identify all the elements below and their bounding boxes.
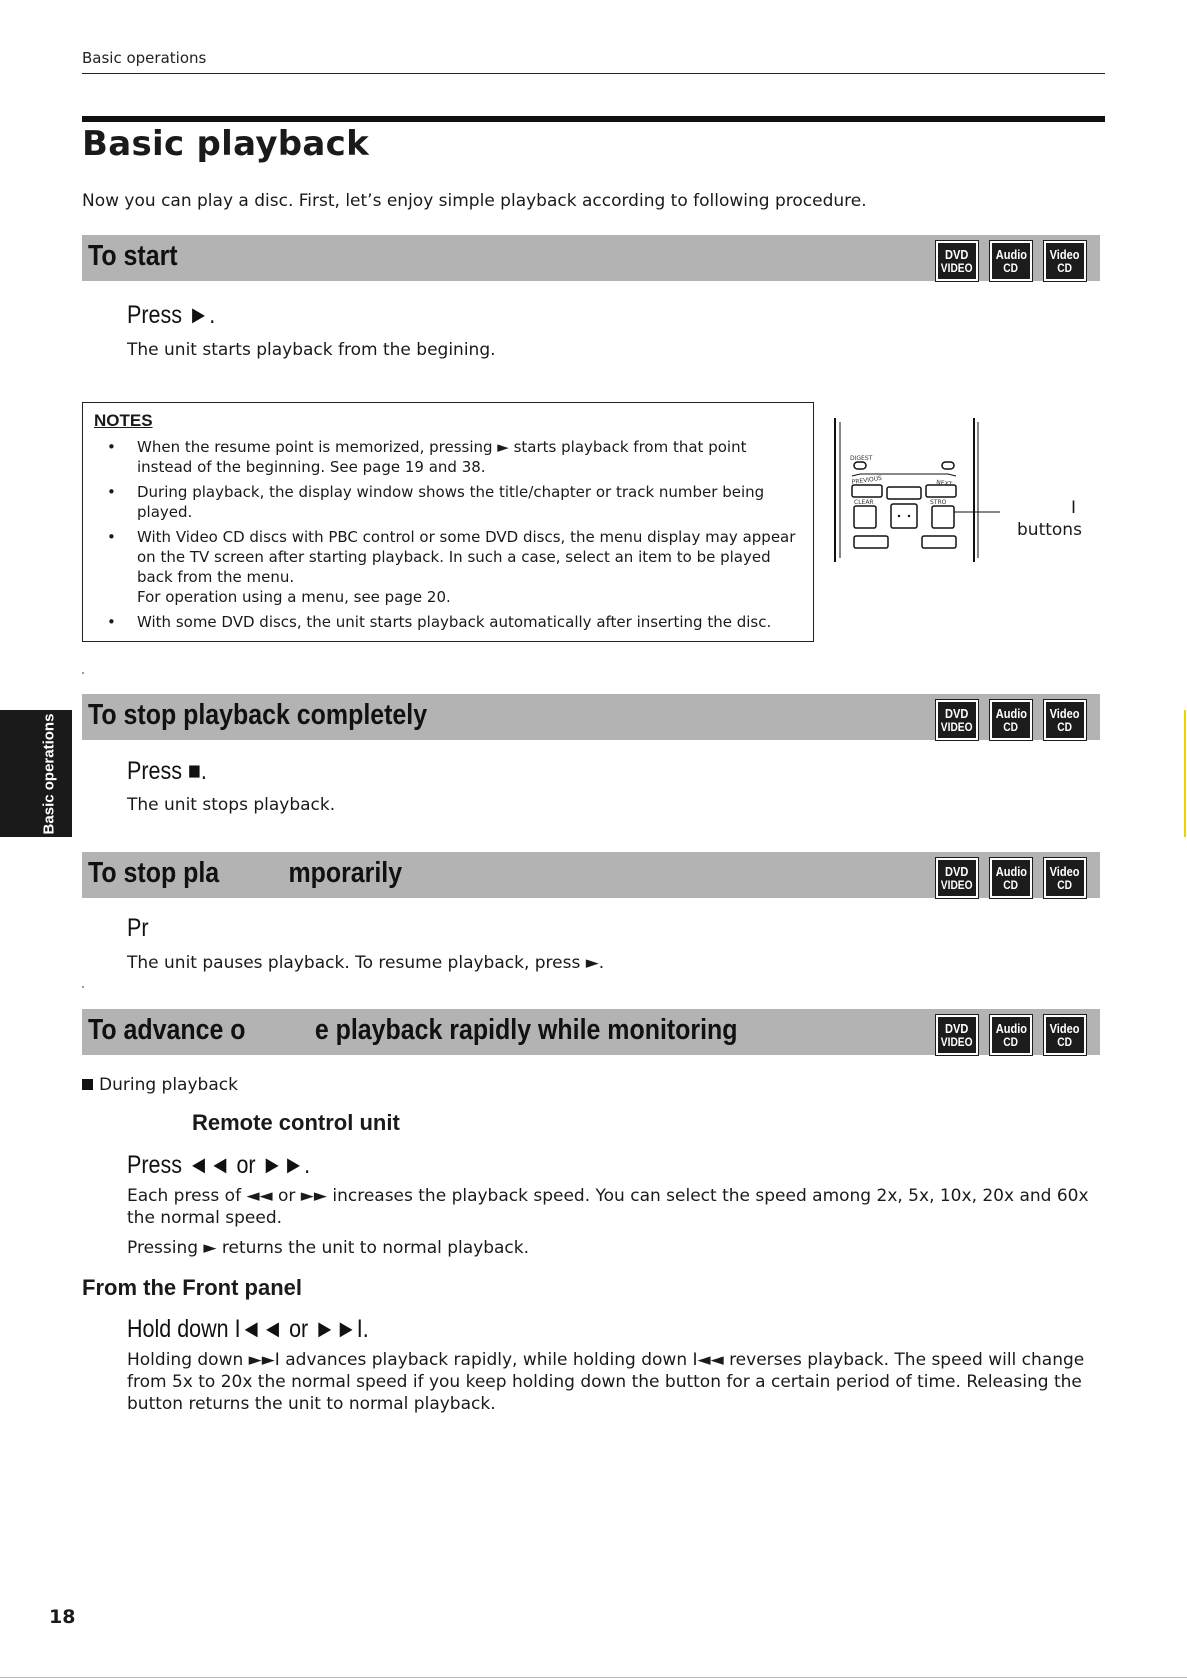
start-command: Press ►.: [127, 301, 216, 329]
section-bar-advance: [82, 1009, 1100, 1055]
dvd-video-badge: DVD VIDEO: [936, 1015, 978, 1055]
section-bar-stop: [82, 694, 1100, 740]
notes-box: [82, 402, 814, 642]
side-tab: [0, 710, 72, 837]
page-number: 18: [49, 1606, 76, 1628]
note-item: • With Video CD discs with PBC control or some DVD discs, the menu display may appear on the TV screen after starting playback. In such a case, select an item to be played back from the menu. For operation using a menu, see page 20.: [83, 527, 813, 607]
remote-command: Press ◄◄ or ►►.: [127, 1151, 311, 1179]
svg-text:STRO: STRO: [930, 499, 947, 506]
pause-description: The unit pauses playback. To resume playback, press ►.: [127, 953, 605, 973]
dvd-video-badge: DVD VIDEO: [936, 241, 978, 281]
remote-description-1: Each press of ◄◄ or ►► increases the playback speed. You can select the speed among 2x, 5x, 10x, 20x and 60x the normal speed.: [127, 1186, 1089, 1228]
svg-text:PREVIOUS: PREVIOUS: [851, 474, 883, 486]
disc-badges: [936, 858, 1086, 898]
audio-cd-badge: Audio CD: [990, 700, 1032, 740]
condition-text: During playback: [99, 1075, 238, 1095]
side-tab-label: Basic operations: [40, 713, 58, 835]
video-cd-badge: Video CD: [1044, 858, 1086, 898]
section-bar-start: [82, 235, 1100, 281]
stop-command: Press ■.: [127, 757, 207, 785]
section-bar-pause: [82, 852, 1100, 898]
svg-text:CLEAR: CLEAR: [854, 499, 874, 506]
svg-text:DIGEST: DIGEST: [850, 455, 873, 462]
audio-cd-badge: Audio CD: [990, 1015, 1032, 1055]
front-command: Hold down I◄◄ or ►►I.: [127, 1315, 369, 1343]
remote-caption-line1: I: [1071, 498, 1077, 518]
dvd-video-badge: DVD VIDEO: [936, 700, 978, 740]
dvd-video-badge: DVD VIDEO: [936, 858, 978, 898]
audio-cd-badge: Audio CD: [990, 858, 1032, 898]
section-title-start: To start: [88, 240, 178, 272]
section-title-advance: To advance o e playback rapidly while monitoring: [88, 1014, 738, 1046]
start-description: The unit starts playback from the begining.: [127, 340, 496, 360]
disc-badges: [936, 700, 1086, 740]
note-item: • During playback, the display window shows the title/chapter or track number being played.: [83, 482, 813, 522]
front-description: Holding down ►►I advances playback rapidly, while holding down I◄◄ reverses playback. The speed will change from 5x to 20x the normal speed if you keep holding down the button for a certain period of time. Releasing the button returns the unit to normal playback.: [127, 1350, 1085, 1414]
notes-title: NOTES: [94, 411, 153, 430]
notes-list: [83, 437, 813, 637]
stray-dot: [82, 672, 84, 674]
video-cd-badge: Video CD: [1044, 1015, 1086, 1055]
front-panel-heading: From the Front panel: [82, 1275, 302, 1300]
intro-text: Now you can play a disc. First, let’s enjoy simple playback according to following procedure.: [82, 191, 867, 211]
condition-line: [82, 1075, 238, 1095]
page-title: Basic playback: [82, 124, 370, 164]
note-item: • When the resume point is memorized, pressing ► starts playback from that point instead of the beginning. See page 19 and 38.: [83, 437, 813, 477]
header-rule: [82, 73, 1105, 74]
video-cd-badge: Video CD: [1044, 700, 1086, 740]
running-head: Basic operations: [82, 49, 207, 67]
remote-description-2: Pressing ► returns the unit to normal playback.: [127, 1238, 530, 1258]
audio-cd-badge: Audio CD: [990, 241, 1032, 281]
disc-badges: [936, 1015, 1086, 1055]
note-item: • With some DVD discs, the unit starts playback automatically after inserting the disc.: [83, 612, 813, 632]
square-bullet-icon: [82, 1079, 93, 1090]
remote-caption-line2: buttons: [1017, 520, 1082, 540]
video-cd-badge: Video CD: [1044, 241, 1086, 281]
svg-text:NEXT: NEXT: [935, 479, 953, 489]
stop-description: The unit stops playback.: [127, 795, 336, 815]
section-title-stop: To stop playback completely: [88, 699, 428, 731]
pause-command: Pr: [127, 914, 149, 942]
bottom-rule: [0, 1677, 1187, 1678]
disc-badges: [936, 241, 1086, 281]
stray-dot: [82, 986, 84, 988]
remote-control-figure: [830, 416, 1000, 566]
edge-mark: [1184, 710, 1186, 837]
remote-heading: Remote control unit: [192, 1110, 400, 1135]
section-title-pause: To stop pla mporarily: [88, 857, 403, 889]
title-rule: [82, 116, 1105, 122]
